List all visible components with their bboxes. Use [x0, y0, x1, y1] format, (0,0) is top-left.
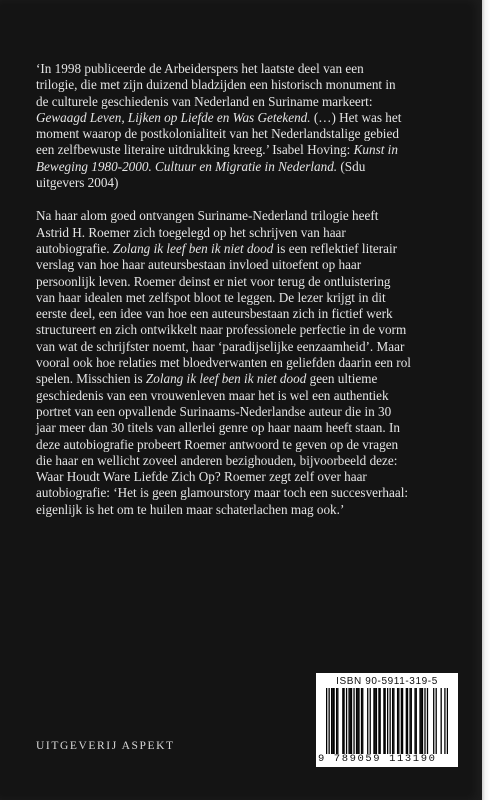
- book-title: Zolang ik leef ben ik niet dood: [142, 371, 307, 387]
- barcode-bar: [357, 688, 358, 754]
- barcode-bar: [343, 688, 344, 754]
- text-line: geschiedenis van een vrouwenleven maar het is wel een authentiek: [36, 387, 389, 403]
- isbn-label: ISBN 90-5911-319-5: [336, 676, 438, 687]
- text-line: de culturele geschiedenis van Nederland en Suriname markeert:: [36, 93, 373, 109]
- text-line: (…) Het was het: [310, 109, 402, 125]
- barcode-bar: [375, 688, 376, 754]
- barcode-bar: [427, 688, 428, 754]
- barcode-bar: [376, 688, 377, 754]
- text-line: verslag van hoe haar auteursbestaan invloed uitoefent op haar: [36, 257, 362, 273]
- citation-title: Beweging 1980-2000. Cultuur en Migratie in Nederland.: [36, 158, 338, 174]
- text-line: autobiografie.: [36, 240, 110, 256]
- barcode-bar: [421, 688, 422, 754]
- barcode-bar: [393, 688, 394, 754]
- text-line: geen ultieme: [306, 371, 378, 387]
- barcode-bar: [361, 688, 362, 754]
- book-titles: Gewaagd Leven, Lijken op Liefde en Was Getekend.: [36, 109, 311, 125]
- isbn-barcode: [316, 673, 458, 767]
- text-line: portret van een opvallende Surinaams-Nederlandse auteur die in 30: [36, 403, 392, 419]
- barcode-bar: [351, 688, 352, 754]
- barcode-bar: [370, 688, 371, 754]
- page-edge: [482, 0, 490, 800]
- text-line: eigenlijk is het om te huilen maar schaterlachen mag ook.’: [36, 501, 345, 517]
- barcode-bar: [383, 688, 384, 754]
- barcode-bar: [385, 688, 386, 754]
- barcode-bar: [373, 688, 374, 754]
- barcode-bar: [333, 688, 334, 754]
- barcode-bar: [441, 688, 442, 754]
- barcode-bar: [402, 688, 403, 754]
- barcode-bar: [326, 688, 327, 754]
- barcode-bar: [380, 688, 381, 754]
- barcode-bar: [397, 688, 398, 754]
- text-line: autobiografie: ‘Het is geen glamourstory maar toch een succesverhaal:: [36, 485, 409, 501]
- text-line: spelen. Misschien is: [36, 371, 143, 387]
- barcode-bar: [401, 688, 402, 754]
- text-line: die haar en wellicht zoveel anderen bezighouden, bijvoorbeeld deze:: [36, 452, 398, 468]
- text-line: deze autobiografie probeert Roemer antwoord te geven op de vragen: [36, 436, 399, 452]
- barcode-bar: [433, 688, 434, 754]
- text-line: Waar Houdt Ware Liefde Zich Op? Roemer zegt zelf over haar: [36, 469, 367, 485]
- quote-paragraph: [36, 61, 456, 191]
- text-line: structureert en zich ontwikkelt naar professionele perfectie in de vorm: [36, 322, 407, 338]
- barcode-bar: [392, 688, 393, 754]
- barcode-bar: [436, 688, 437, 754]
- barcode-bar: [331, 688, 332, 754]
- barcode-bar: [350, 688, 351, 754]
- barcode-bar: [416, 688, 417, 754]
- text-line: een zelfbewuste literaire uitdrukking kreeg.’ Isabel Hoving:: [36, 142, 351, 158]
- barcode-bar: [356, 688, 357, 754]
- barcode-bar: [414, 688, 415, 754]
- barcode-bar: [406, 688, 407, 754]
- ean-digits: 9 789059 113190: [318, 753, 437, 765]
- barcode-bar: [422, 688, 423, 754]
- barcode-bar: [378, 688, 379, 754]
- barcode-bar: [367, 688, 368, 754]
- barcode-bar: [332, 688, 333, 754]
- text-line: van wat de schrijfster noemt, haar ‘paradijselijke eenzaamheid’. Maar: [36, 338, 405, 354]
- barcode-bar: [362, 688, 363, 754]
- text-line: Astrid H. Roemer zich toegelegd op het schrijven van haar: [36, 224, 346, 240]
- barcode-bar: [348, 688, 349, 754]
- text-line: vooral ook hoe relaties met bloedverwanten en geliefden daarin een rol: [36, 355, 411, 371]
- barcode-bar: [409, 688, 410, 754]
- barcode-bar: [353, 688, 354, 754]
- blurb-text: [36, 61, 456, 518]
- text-line: van haar idealen met zelfspot bloot te leggen. De lezer krijgt in dit: [36, 289, 386, 305]
- book-title: Zolang ik leef ben ik niet dood: [109, 240, 274, 256]
- barcode-bar: [419, 688, 420, 754]
- text-line: eerste deel, een idee van hoe een auteursbestaan zich in fictief werk: [36, 306, 393, 322]
- text-line: trilogie, die met zijn duizend bladzijden een historisch monument in: [36, 77, 396, 93]
- text-line: moment waarop de postkolonialiteit van het Nederlandstalige gebied: [36, 126, 399, 142]
- text-line: is een reflektief literair: [273, 240, 398, 256]
- body-paragraph: [36, 208, 456, 518]
- barcode-bar: [407, 688, 408, 754]
- barcode-bar: [411, 688, 412, 754]
- barcode-bars: [326, 688, 448, 754]
- barcode-bar: [389, 688, 390, 754]
- barcode-bar: [447, 688, 448, 754]
- barcode-bar: [336, 688, 337, 754]
- barcode-bar: [387, 688, 388, 754]
- text-line: Na haar alom goed ontvangen Suriname-Nederland trilogie heeft: [36, 208, 379, 224]
- citation-title: Kunst in: [350, 142, 398, 158]
- text-line: jaar meer dan 30 titels van allerlei genre op haar naam heeft staan. In: [36, 420, 400, 436]
- text-line: persoonlijk leven. Roemer deinst er niet voor terug de ontluistering: [36, 273, 391, 289]
- barcode-bar: [337, 688, 338, 754]
- barcode-bar: [358, 688, 359, 754]
- barcode-bar: [398, 688, 399, 754]
- barcode-bar: [444, 688, 445, 754]
- barcode-bar: [424, 688, 425, 754]
- barcode-bar: [346, 688, 347, 754]
- barcode-bar: [328, 688, 329, 754]
- text-line: ‘In 1998 publiceerde de Arbeiderspers het laatste deel van een: [36, 61, 364, 76]
- text-line: (Sdu: [337, 158, 366, 174]
- barcode-bar: [342, 688, 343, 754]
- text-line: uitgevers 2004): [36, 175, 119, 191]
- publisher-name: UITGEVERIJ ASPEKT: [36, 740, 175, 752]
